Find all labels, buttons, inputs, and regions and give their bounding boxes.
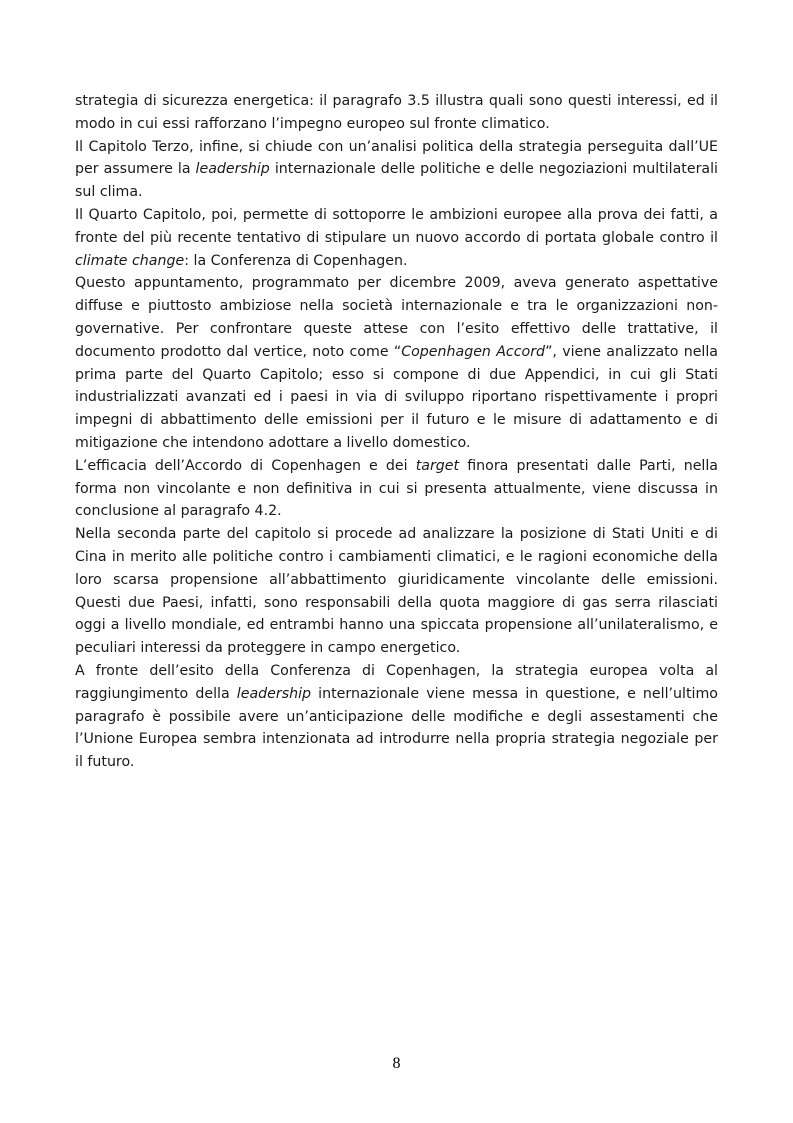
italic-term: climate change xyxy=(75,252,185,269)
paragraph-conclusion xyxy=(75,660,718,774)
paragraph-accord-efficacy xyxy=(75,455,718,523)
text-segment: Nella seconda parte del capitolo si procede ad analizzare la posizione di Stati Uniti e di Cina in merito alle politiche contro i cambiamenti climatici, e le ragioni economiche della loro scarsa propensione all’abbattimento giuridicamente vincolante delle emissioni. Questi due Paesi, infatti, sono responsabili della quota maggiore di gas serra rilasciati oggi a livello mondiale, ed entrambi hanno una spiccata propensione all’unilateralismo, e peculiari interessi da proteggere in campo energetico. xyxy=(75,526,718,657)
text-segment: Il Capitolo Terzo, infine, si chiude con un’analisi politica della strategia perseguita dall’UE per assumere la xyxy=(75,138,718,178)
paragraph-intro-strategy xyxy=(75,90,718,136)
text-segment: A fronte dell’esito della Conferenza di Copenhagen, la strategia europea volta al raggiungimento della xyxy=(75,662,718,702)
document-body xyxy=(75,90,718,774)
text-segment: finora presentati dalle Parti, nella forma non vincolante e non definitiva in cui si presenta attualmente, viene discussa in conclusione al paragrafo 4.2. xyxy=(75,457,719,520)
text-segment: Questo appuntamento, programmato per dicembre 2009, aveva generato aspettative diffuse e piuttosto ambiziose nella società internazionale e tra le organizzazioni non-governative. Per confrontare queste attese con l’esito effettivo delle trattative, il documento prodotto dal vertice, noto come “ xyxy=(75,275,718,360)
paragraph-copenhagen-accord xyxy=(75,272,718,454)
text-segment: internazionale viene messa in questione, e nell’ultimo paragrafo è possibile avere un’anticipazione delle modifiche e degli assestamenti che l’Unione Europea sembra intenzionata ad introdurre nella propria strategia negoziale per il futuro. xyxy=(75,685,718,771)
text-segment: L’efficacia dell’Accordo di Copenhagen e dei xyxy=(75,457,416,474)
text-segment: : la Conferenza di Copenhagen. xyxy=(184,252,408,269)
italic-term: target xyxy=(415,457,460,474)
text-segment: ”, viene analizzato nella prima parte del Quarto Capitolo; esso si compone di due Appendici, in cui gli Stati industrializzati avanzati ed i paesi in via di sviluppo riportano rispettivamente i propri impegni di abbattimento delle emissioni per il futuro e le misure di adattamento e di mitigazione che intendono adottare a livello domestico. xyxy=(75,343,718,451)
paragraph-chapter-four xyxy=(75,204,718,272)
italic-term: leadership xyxy=(195,161,270,178)
text-segment: strategia di sicurezza energetica: il paragrafo 3.5 illustra quali sono questi interessi, ed il modo in cui essi rafforzano l’impegno europeo sul fronte climatico. xyxy=(75,93,718,132)
italic-term: Copenhagen Accord xyxy=(401,343,546,360)
page-number: 8 xyxy=(392,1055,401,1072)
text-segment: internazionale delle politiche e delle negoziazioni multilaterali sul clima. xyxy=(75,161,718,201)
italic-term: leadership xyxy=(236,685,312,702)
paragraph-usa-china xyxy=(75,523,718,660)
paragraph-chapter-three xyxy=(75,136,718,204)
text-segment: Il Quarto Capitolo, poi, permette di sottoporre le ambizioni europee alla prova dei fatti, a fronte del più recente tentativo di stipulare un nuovo accordo di portata globale contro il xyxy=(75,206,718,246)
